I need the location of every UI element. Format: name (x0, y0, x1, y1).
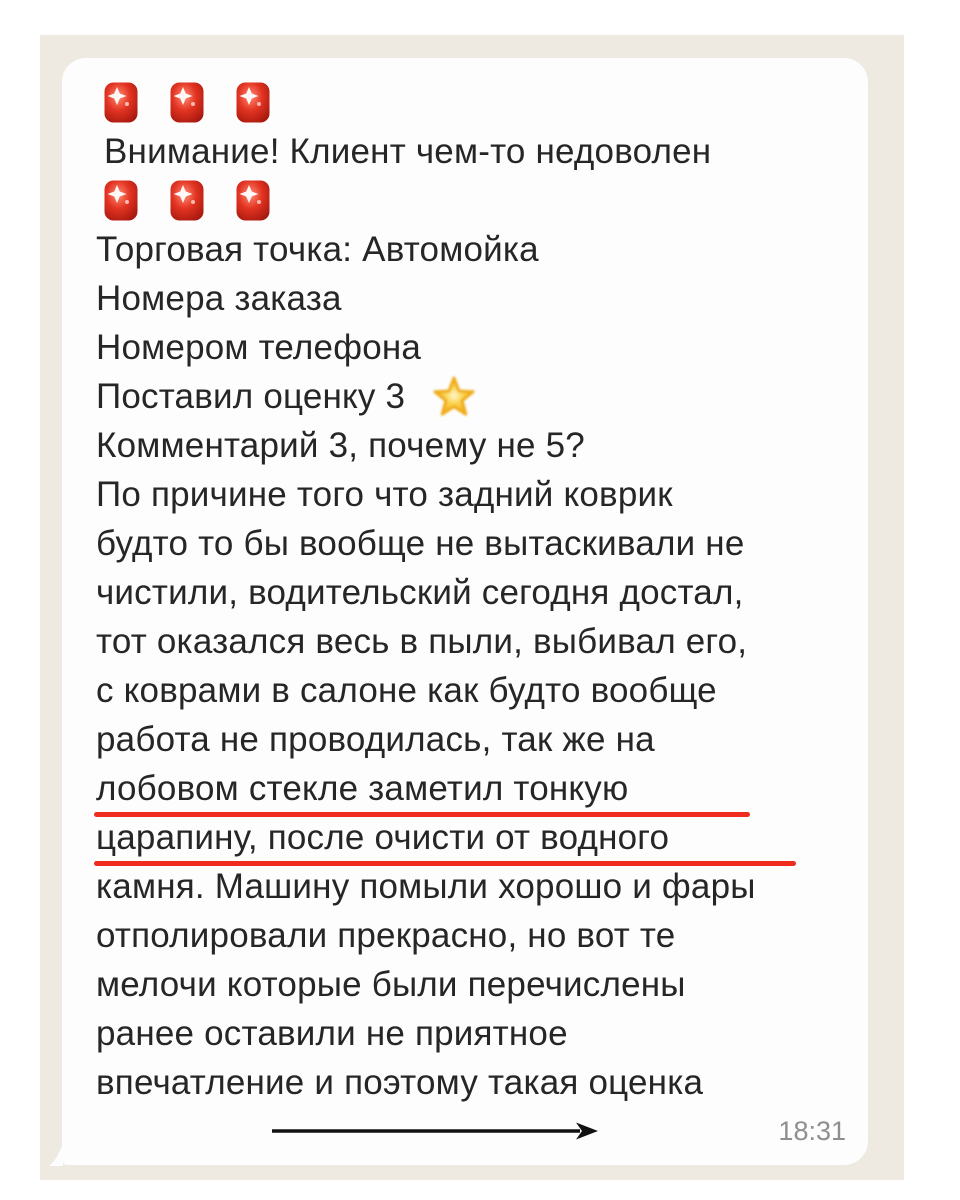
message-line-text: камня. Машину помыли хорошо и фары (96, 867, 756, 906)
message-line-text: Номера заказа (96, 279, 342, 318)
message-line (96, 519, 850, 568)
message-line-text: будто то бы вообще не вытаскивали не (96, 524, 745, 563)
siren-emoji-row-top (96, 78, 850, 127)
message-line-text: лобовом стекле заметил тонкую (96, 769, 629, 808)
rotating-light-icon (170, 180, 204, 221)
rotating-light-icon (104, 180, 138, 221)
message-line-text: тот оказался весь в пыли, выбивал его, (96, 622, 748, 661)
chat-background (40, 35, 904, 1180)
message-line-text: По причине того что задний коврик (96, 475, 673, 514)
message-line-text: Поставил оценку 3 (96, 377, 406, 416)
message-line-text: Торговая точка: Автомойка (96, 230, 539, 269)
message-line (96, 960, 850, 1009)
message-line-text: Комментарий 3, почему не 5? (96, 426, 585, 465)
rotating-light-icon (236, 180, 270, 221)
right-arrow-icon (270, 1121, 600, 1141)
message-line (96, 372, 850, 421)
message-line-text: с коврами в салоне как будто вообще (96, 671, 717, 710)
message-line (96, 225, 850, 274)
message-line (96, 470, 850, 519)
message-line (96, 274, 850, 323)
message-line (96, 1009, 850, 1058)
siren-emoji-row-bottom (96, 176, 850, 225)
rotating-light-icon (170, 82, 204, 123)
message-line (96, 764, 850, 813)
message-line (96, 862, 850, 911)
message-line (96, 666, 850, 715)
message-line-text: чистили, водительский сегодня достал, (96, 573, 744, 612)
message-line-text: царапину, после очисти от водного (96, 818, 670, 857)
message-timestamp: 18:31 (778, 1115, 846, 1146)
message-body (96, 225, 850, 1107)
message-line-text: ранее оставили не приятное (96, 1014, 568, 1053)
message-line-text: впечатление и поэтому такая оценка (96, 1063, 704, 1102)
message-line (96, 323, 850, 372)
message-line (96, 568, 850, 617)
message-line (96, 617, 850, 666)
message-line (96, 911, 850, 960)
message-line-text: Номером телефона (96, 328, 422, 367)
message-line (96, 715, 850, 764)
annotation-arrow (270, 1121, 600, 1141)
bubble-tail (49, 1143, 64, 1166)
message-line (96, 1058, 850, 1107)
message-line-text: отполировали прекрасно, но вот те (96, 916, 676, 955)
glowing-star-icon (431, 375, 477, 419)
message-footer (96, 1109, 850, 1153)
alert-title (96, 127, 850, 176)
message-line-text: работа не проводилась, так же на (96, 720, 655, 759)
message-line (96, 813, 850, 862)
alert-title-text: Внимание! Клиент чем-то недоволен (104, 132, 712, 171)
message-line (96, 421, 850, 470)
message-line-text: мелочи которые были перечислены (96, 965, 686, 1004)
rotating-light-icon (236, 82, 270, 123)
rotating-light-icon (104, 82, 138, 123)
incoming-message-bubble[interactable] (62, 58, 868, 1165)
